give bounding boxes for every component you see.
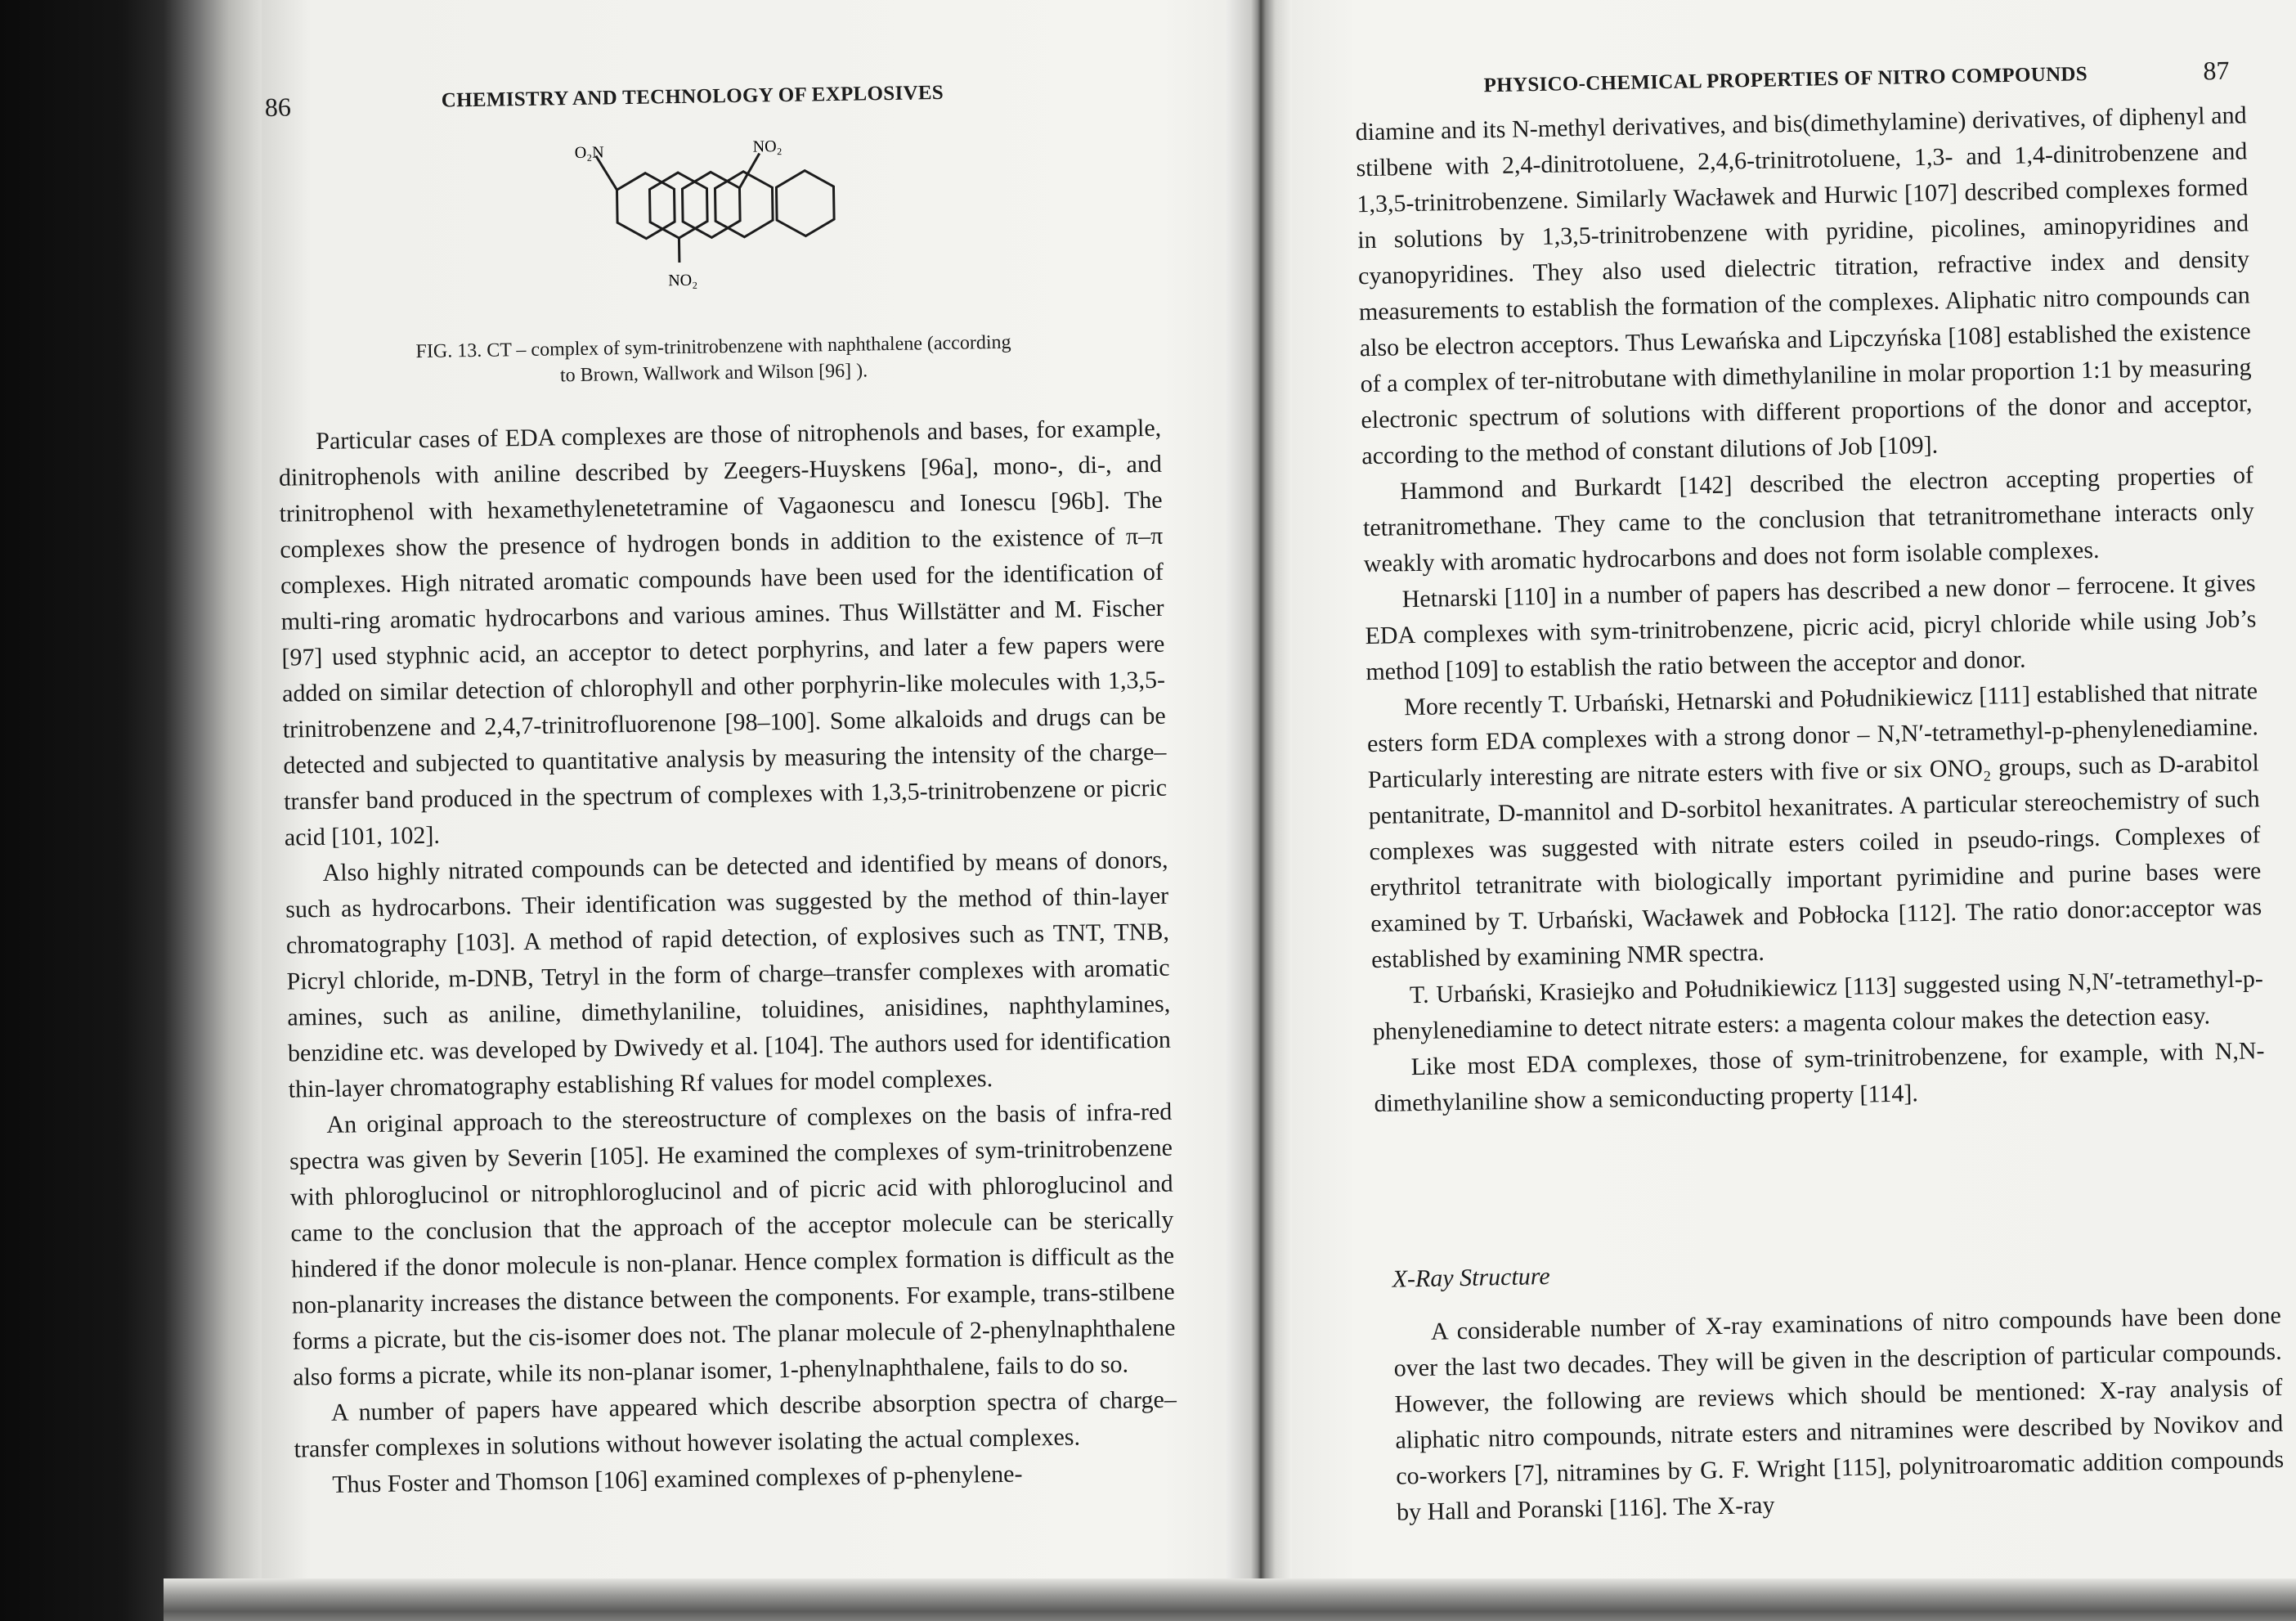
nitro-label-top-right: NO₂ <box>752 137 783 156</box>
right-paragraph-6: Like most EDA complexes, those of sym-trinitrobenzene, for example, with N,N-dimethylaniline show a semiconducting property [114]. <box>1374 1037 2265 1118</box>
left-paragraph-4: A number of papers have appeared which describe absorption spectra of charge–transfer complexes in solutions without however isolating the actual complexes. <box>294 1385 1177 1463</box>
left-paragraph-1: Particular cases of EDA complexes are those of nitrophenols and bases, for example, dinitrophenols with aniline described by Zeegers-Huyskens [96a], mono-, di-, and trinitrophenol with hexamethylenetetramine of Vagaonescu and Ionescu [96b]. The complexes show the presence of hydrogen bonds in addition to the existence of π–π complexes. High nitrated aromatic compounds have been used for the identification of multi-ring aromatic hydrocarbons and various amines. Thus Willstätter and M. Fischer [97] used styphnic acid, an acceptor to detect porphyrins, and later a few papers were added on similar detection of chlorophyll and other porphyrin-like molecules with 1,3,5-trinitrobenzene and 2,4,7-trinitrofluorenone [98–100]. Some alkaloids and drugs can be detected and subjected to quantitative analysis by measuring the intensity of the charge–transfer band produced in the spectrum of complexes with 1,3,5-trinitrobenzene or picric acid [101, 102]. <box>278 414 1168 851</box>
caption-line-2: to Brown, Wallwork and Wilson [96] ). <box>559 360 868 387</box>
left-paragraph-3: An original approach to the stereostructure of complexes on the basis of infra-red spectra was given by Severin [105]. He examined the complexes of sym-trinitrobenzene with phloroglucinol or nitrophloroglucinol and of picric acid with phloroglucinol and came to the conclusion that the approach of the acceptor molecule can be sterically hindered if the donor molecule is non-planar. Hence complex formation is difficult as the non-planarity increases the distance between the components. For example, trans-stilbene forms a picrate, but the cis-isomer does not. The planar molecule of 2-phenylnaphthalene also forms a picrate, while its non-planar isomer, 1-phenylnaphthalene, fails to do so. <box>289 1098 1176 1391</box>
caption-line-1: FIG. 13. CT – complex of sym-trinitrobenzene with naphthalene (according <box>415 331 1011 363</box>
nitro-label-bottom: NO₂ <box>668 271 698 290</box>
left-running-head: CHEMISTRY AND TECHNOLOGY OF EXPLOSIVES <box>441 81 944 112</box>
left-page-number: 86 <box>264 92 292 122</box>
right-running-head: PHYSICO-CHEMICAL PROPERTIES OF NITRO COMPOUNDS <box>1483 63 2088 97</box>
right-page-body <box>1355 97 2265 1122</box>
nitro-label-top-left: O₂N <box>574 143 604 163</box>
left-paragraph-2: Also highly nitrated compounds can be detected and identified by means of donors, such as hydrocarbons. Their identification was suggested by the method of thin-layer chromatography [103]. A method of rapid detection, of explosives such as TNT, TNB, Picryl chloride, m-DNB, Tetryl in the form of charge–transfer complexes with aromatic amines, such as aniline, dimethylaniline, toluidines, anisidines, naphthylamines, benzidine etc. was developed by Dwivedy et al. [104]. The authors used for identification thin-layer chromatography establishing Rf values for model complexes. <box>285 846 1172 1103</box>
right-paragraph-3: Hetnarski [110] in a number of papers has described a new donor – ferrocene. It gives EDA complexes with sym-trinitrobenzene, picric acid, picryl chloride while using Job’s method [109] to establish the ratio between the acceptor and donor. <box>1365 569 2257 686</box>
right-page-number: 87 <box>2203 55 2230 86</box>
right-paragraph-2: Hammond and Burkardt [142] described the electron accepting properties of tetranitromethane. They came to the conclusion that tetranitromethane interacts only weakly with aromatic hydrocarbons and does not form isolable complexes. <box>1362 461 2255 578</box>
right-paragraph-1: diamine and its N-methyl derivatives, and bis(dimethylamine) derivatives, of diphenyl and stilbene with 2,4-dinitrotoluene, 2,4,6-trinitrotoluene, 1,3- and 1,4-dinitrobenzene and 1,3,5-trinitrobenzene. Similarly Wacławek and Hurwic [107] described complexes formed in solutions by 1,3,5-trinitrobenzene with pyridine, picolines, aminopyridines and cyanopyridines. They also used dielectric titration, refractive index and density measurements to establish the formation of the complexes. Aliphatic nitro compounds can also be electron acceptors. Thus Lewańska and Lipczyńska [108] established the existence of a complex of ter-nitrobutane with dimethylaniline in molar proportion 1:1 by measuring electronic spectrum of solutions with different proportions of the donor and acceptor, according to the method of constant dilutions of Job [109]. <box>1355 101 2253 470</box>
right-paragraph-5: T. Urbański, Krasiejko and Południkiewicz [113] suggested using N,N′-tetramethyl-p-phenylenediamine to detect nitrate esters: a magenta colour makes the detection easy. <box>1372 965 2264 1046</box>
section-heading-xray: X-Ray Structure <box>1392 1262 1550 1293</box>
xray-paragraph: A considerable number of X-ray examinations of nitro compounds have been done over the last two decades. They will be given in the description of particular compounds. However, the following are reviews which should be mentioned: X-ray analysis of aliphatic nitro compounds, nitrate esters and nitramines were described by Novikov and co-workers [7], nitramines by G. F. Wright [115], polynitroaromatic addition compounds by Hall and Poranski [116]. The X-ray <box>1393 1301 2285 1526</box>
right-paragraph-4: More recently T. Urbański, Hetnarski and Południkiewicz [111] established that nitrate esters form EDA complexes with a strong donor – N,N′-tetramethyl-p-phenylenediamine. Particularly interesting are nitrate esters with five or six ONO₂ groups, such as D-arabitol pentanitrate, D-mannitol and D-sorbitol hexanitrates. A particular stereochemistry of such complexes was suggested with nitrate esters coiled in pseudo-rings. Complexes of erythritol tetranitrate with biologically important pyrimidine and purine bases were examined by T. Urbański, Wacławek and Pobłocka [112]. The ratio donor:acceptor was established by examining NMR spectra. <box>1366 677 2262 974</box>
xray-section-body <box>1392 1298 2285 1531</box>
left-paragraph-5: Thus Foster and Thomson [106] examined complexes of p-phenylene- <box>332 1460 1023 1498</box>
